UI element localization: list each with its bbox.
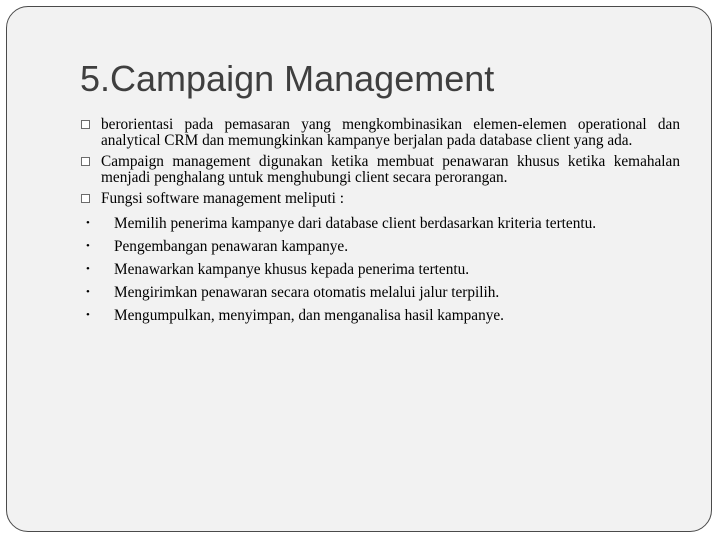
sub-bullet-item (80, 258, 680, 281)
bullet-paragraph (80, 154, 680, 186)
bullet-text: Campaign management digunakan ketika membuat penawaran khusus ketika kemahalan menjadi penghalang untuk menghubungi client secara perorangan. (101, 153, 680, 186)
square-bullet-icon (81, 157, 90, 166)
sub-bullet-text: Mengumpulkan, menyimpan, dan menganalisa hasil kampanye. (114, 307, 504, 324)
page-title: 5.Campaign Management (80, 58, 495, 99)
sub-bullet-item (80, 281, 680, 304)
dot-bullet-icon: • (86, 240, 90, 252)
dot-bullet-icon: • (86, 309, 90, 321)
bullet-paragraph (80, 191, 680, 207)
bullet-paragraph (80, 117, 680, 149)
sub-bullet-text: Menawarkan kampanye khusus kepada penerima tertentu. (114, 261, 470, 278)
dot-bullet-icon: • (86, 217, 90, 229)
slide-content (80, 117, 680, 327)
sub-bullet-text: Mengirimkan penawaran secara otomatis melalui jalur terpilih. (114, 284, 500, 301)
sub-bullet-text: Memilih penerima kampanye dari database client berdasarkan kriteria tertentu. (114, 215, 597, 232)
sub-bullet-item (80, 212, 680, 235)
bullet-text: berorientasi pada pemasaran yang mengkombinasikan elemen-elemen operational dan analytical CRM dan memungkinkan kampanye berjalan pada database client yang ada. (101, 116, 680, 149)
square-bullet-icon (81, 120, 90, 129)
dot-bullet-icon: • (86, 286, 90, 298)
bullet-text: Fungsi software management meliputi : (101, 190, 345, 207)
square-bullet-icon (81, 194, 90, 203)
dot-bullet-icon: • (86, 263, 90, 275)
sub-bullet-text: Pengembangan penawaran kampanye. (114, 238, 349, 255)
sub-bullet-item (80, 304, 680, 327)
sub-bullet-item (80, 235, 680, 258)
